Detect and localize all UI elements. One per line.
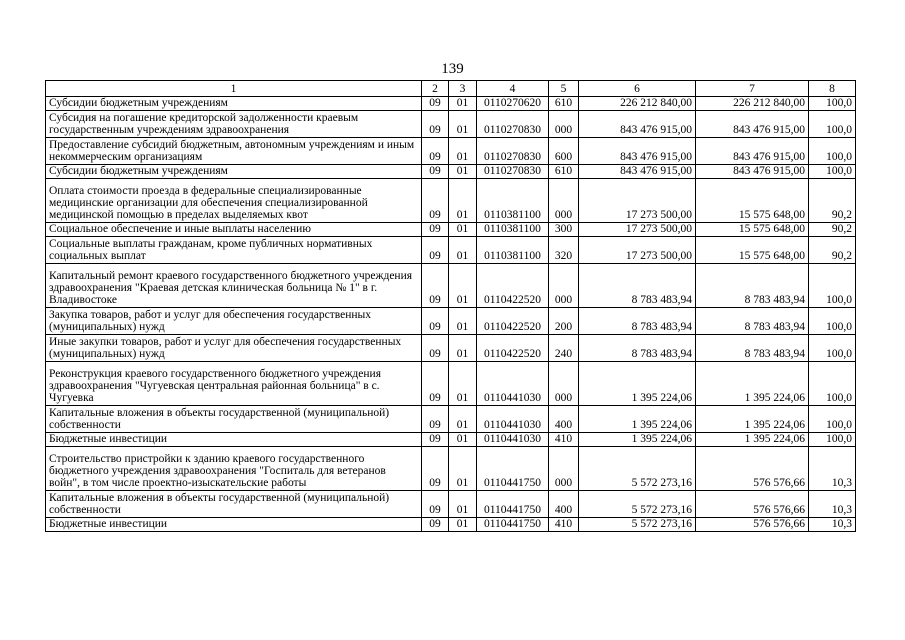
row-name: Социальное обеспечение и иные выплаты населению	[46, 223, 422, 237]
row-planned-amount: 8 783 483,94	[579, 335, 696, 362]
row-subsection: 01	[449, 362, 477, 406]
row-name: Субсидии бюджетным учреждениям	[46, 97, 422, 111]
row-subsection: 01	[449, 223, 477, 237]
row-name: Субсидии бюджетным учреждениям	[46, 165, 422, 179]
row-planned-amount: 843 476 915,00	[579, 111, 696, 138]
row-executed-amount: 15 575 648,00	[696, 223, 809, 237]
column-header: 1	[46, 81, 422, 97]
row-expense-type: 400	[549, 491, 579, 518]
row-percent: 10,3	[809, 518, 856, 532]
table-row	[46, 264, 856, 308]
page-number: 139	[441, 61, 464, 77]
row-name: Капитальные вложения в объекты государственной (муниципальной) собственности	[46, 406, 422, 433]
row-name: Оплата стоимости проезда в федеральные специализированные медицинские организации для обеспечения специализированной медицинской помощью в пределах выделяемых квот	[46, 179, 422, 223]
row-planned-amount: 843 476 915,00	[579, 138, 696, 165]
row-target-code: 0110422520	[477, 264, 549, 308]
column-header: 7	[696, 81, 809, 97]
row-subsection: 01	[449, 237, 477, 264]
row-planned-amount: 226 212 840,00	[579, 97, 696, 111]
row-executed-amount: 1 395 224,06	[696, 433, 809, 447]
row-percent: 100,0	[809, 406, 856, 433]
table-row	[46, 491, 856, 518]
row-planned-amount: 17 273 500,00	[579, 237, 696, 264]
row-planned-amount: 5 572 273,16	[579, 518, 696, 532]
row-expense-type: 000	[549, 264, 579, 308]
table-row	[46, 518, 856, 532]
table-row	[46, 179, 856, 223]
row-subsection: 01	[449, 165, 477, 179]
table-row	[46, 237, 856, 264]
row-section: 09	[422, 138, 449, 165]
row-expense-type: 000	[549, 447, 579, 491]
row-target-code: 0110441030	[477, 362, 549, 406]
column-header: 5	[549, 81, 579, 97]
row-expense-type: 000	[549, 362, 579, 406]
row-planned-amount: 17 273 500,00	[579, 223, 696, 237]
row-section: 09	[422, 179, 449, 223]
row-expense-type: 410	[549, 518, 579, 532]
row-percent: 10,3	[809, 491, 856, 518]
row-expense-type: 000	[549, 111, 579, 138]
row-name: Закупка товаров, работ и услуг для обеспечения государственных (муниципальных) нужд	[46, 308, 422, 335]
row-executed-amount: 1 395 224,06	[696, 406, 809, 433]
row-subsection: 01	[449, 433, 477, 447]
column-header: 8	[809, 81, 856, 97]
row-expense-type: 600	[549, 138, 579, 165]
row-executed-amount: 15 575 648,00	[696, 179, 809, 223]
row-target-code: 0110381100	[477, 223, 549, 237]
row-target-code: 0110381100	[477, 179, 549, 223]
row-section: 09	[422, 97, 449, 111]
row-target-code: 0110441750	[477, 518, 549, 532]
row-subsection: 01	[449, 138, 477, 165]
row-section: 09	[422, 223, 449, 237]
row-section: 09	[422, 491, 449, 518]
row-subsection: 01	[449, 335, 477, 362]
row-subsection: 01	[449, 491, 477, 518]
row-expense-type: 610	[549, 165, 579, 179]
row-name: Строительство пристройки к зданию краевого государственного бюджетного учреждения здравоохранения "Госпиталь для ветеранов войн", в том числе проектно-изыскательские работы	[46, 447, 422, 491]
row-expense-type: 240	[549, 335, 579, 362]
row-target-code: 0110381100	[477, 237, 549, 264]
row-percent: 100,0	[809, 264, 856, 308]
row-section: 09	[422, 518, 449, 532]
table-row	[46, 433, 856, 447]
row-section: 09	[422, 433, 449, 447]
row-executed-amount: 8 783 483,94	[696, 264, 809, 308]
row-expense-type: 610	[549, 97, 579, 111]
row-target-code: 0110441030	[477, 406, 549, 433]
row-percent: 100,0	[809, 97, 856, 111]
row-section: 09	[422, 264, 449, 308]
row-section: 09	[422, 165, 449, 179]
row-subsection: 01	[449, 308, 477, 335]
column-header: 2	[422, 81, 449, 97]
row-percent: 90,2	[809, 223, 856, 237]
row-target-code: 0110422520	[477, 308, 549, 335]
row-name: Бюджетные инвестиции	[46, 433, 422, 447]
row-section: 09	[422, 406, 449, 433]
table-row	[46, 362, 856, 406]
row-expense-type: 000	[549, 179, 579, 223]
row-section: 09	[422, 308, 449, 335]
row-target-code: 0110270830	[477, 138, 549, 165]
row-name: Бюджетные инвестиции	[46, 518, 422, 532]
row-executed-amount: 1 395 224,06	[696, 362, 809, 406]
column-header: 6	[579, 81, 696, 97]
row-subsection: 01	[449, 97, 477, 111]
table-row	[46, 165, 856, 179]
row-percent: 90,2	[809, 237, 856, 264]
row-expense-type: 300	[549, 223, 579, 237]
row-name: Реконструкция краевого государственного бюджетного учреждения здравоохранения "Чугуевская центральная районная больница" в с. Чугуевка	[46, 362, 422, 406]
row-executed-amount: 843 476 915,00	[696, 138, 809, 165]
row-name: Предоставление субсидий бюджетным, автономным учреждениям и иным некоммерческим организациям	[46, 138, 422, 165]
row-percent: 100,0	[809, 138, 856, 165]
row-section: 09	[422, 362, 449, 406]
row-expense-type: 200	[549, 308, 579, 335]
row-planned-amount: 17 273 500,00	[579, 179, 696, 223]
row-percent: 10,3	[809, 447, 856, 491]
row-percent: 100,0	[809, 362, 856, 406]
budget-table	[45, 80, 856, 532]
row-name: Иные закупки товаров, работ и услуг для обеспечения государственных (муниципальных) нужд	[46, 335, 422, 362]
row-target-code: 0110270830	[477, 165, 549, 179]
row-section: 09	[422, 111, 449, 138]
row-executed-amount: 576 576,66	[696, 518, 809, 532]
row-planned-amount: 1 395 224,06	[579, 362, 696, 406]
row-executed-amount: 226 212 840,00	[696, 97, 809, 111]
table-row	[46, 335, 856, 362]
row-planned-amount: 1 395 224,06	[579, 406, 696, 433]
row-name: Капитальный ремонт краевого государственного бюджетного учреждения здравоохранения "Краевая детская клиническая больница № 1" в г. Владивостоке	[46, 264, 422, 308]
row-target-code: 0110270830	[477, 111, 549, 138]
row-subsection: 01	[449, 406, 477, 433]
row-target-code: 0110270620	[477, 97, 549, 111]
row-percent: 100,0	[809, 433, 856, 447]
table-row	[46, 138, 856, 165]
row-expense-type: 410	[549, 433, 579, 447]
row-section: 09	[422, 335, 449, 362]
row-percent: 100,0	[809, 165, 856, 179]
row-name: Субсидия на погашение кредиторской задолженности краевым государственным учреждениям здравоохранения	[46, 111, 422, 138]
row-subsection: 01	[449, 179, 477, 223]
row-section: 09	[422, 447, 449, 491]
row-name: Капитальные вложения в объекты государственной (муниципальной) собственности	[46, 491, 422, 518]
row-planned-amount: 8 783 483,94	[579, 308, 696, 335]
table-row	[46, 111, 856, 138]
table-row	[46, 308, 856, 335]
row-expense-type: 400	[549, 406, 579, 433]
table-row	[46, 406, 856, 433]
table-body	[46, 97, 856, 532]
row-name: Социальные выплаты гражданам, кроме публичных нормативных социальных выплат	[46, 237, 422, 264]
column-header: 3	[449, 81, 477, 97]
row-percent: 100,0	[809, 308, 856, 335]
row-section: 09	[422, 237, 449, 264]
column-header: 4	[477, 81, 549, 97]
row-executed-amount: 8 783 483,94	[696, 308, 809, 335]
row-subsection: 01	[449, 111, 477, 138]
row-executed-amount: 843 476 915,00	[696, 165, 809, 179]
row-expense-type: 320	[549, 237, 579, 264]
table-row	[46, 447, 856, 491]
row-target-code: 0110441030	[477, 433, 549, 447]
row-planned-amount: 1 395 224,06	[579, 433, 696, 447]
row-subsection: 01	[449, 264, 477, 308]
row-executed-amount: 576 576,66	[696, 447, 809, 491]
row-executed-amount: 8 783 483,94	[696, 335, 809, 362]
row-subsection: 01	[449, 518, 477, 532]
table-row	[46, 97, 856, 111]
table-header-row	[46, 81, 856, 97]
table-row	[46, 223, 856, 237]
row-executed-amount: 843 476 915,00	[696, 111, 809, 138]
row-planned-amount: 843 476 915,00	[579, 165, 696, 179]
row-planned-amount: 5 572 273,16	[579, 491, 696, 518]
row-percent: 90,2	[809, 179, 856, 223]
row-executed-amount: 15 575 648,00	[696, 237, 809, 264]
row-percent: 100,0	[809, 335, 856, 362]
row-target-code: 0110422520	[477, 335, 549, 362]
row-executed-amount: 576 576,66	[696, 491, 809, 518]
row-target-code: 0110441750	[477, 447, 549, 491]
row-planned-amount: 5 572 273,16	[579, 447, 696, 491]
row-planned-amount: 8 783 483,94	[579, 264, 696, 308]
row-percent: 100,0	[809, 111, 856, 138]
row-target-code: 0110441750	[477, 491, 549, 518]
row-subsection: 01	[449, 447, 477, 491]
